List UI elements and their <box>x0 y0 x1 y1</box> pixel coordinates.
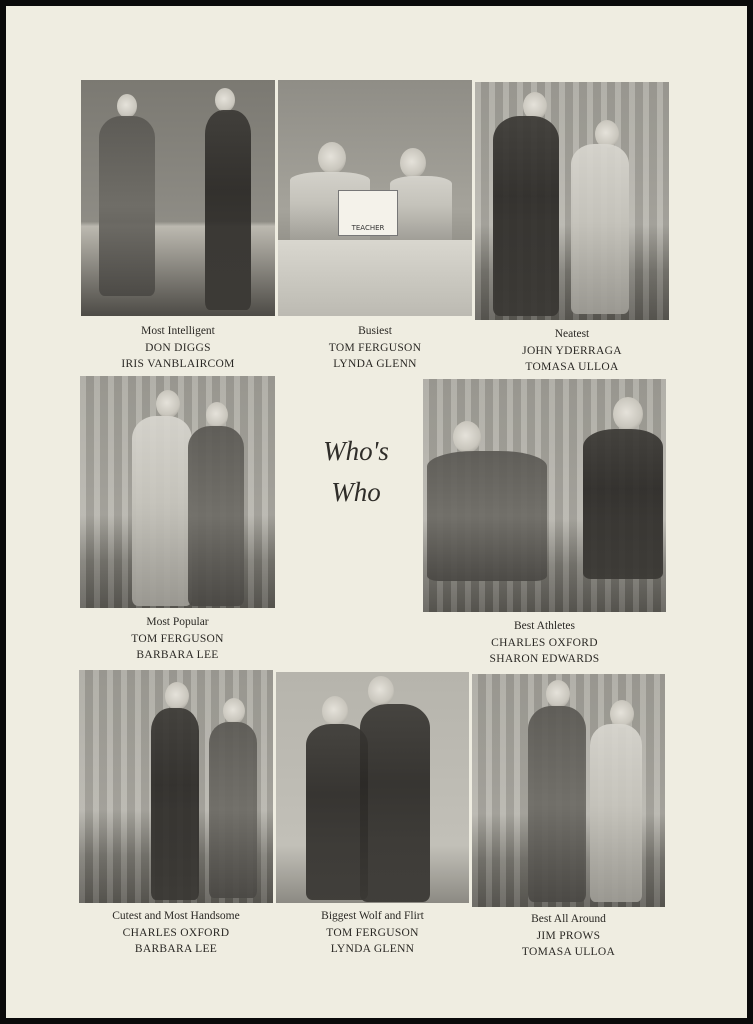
person-figure <box>390 176 452 242</box>
desk <box>278 240 472 316</box>
award-title: Biggest Wolf and Flirt <box>321 910 424 922</box>
person-head <box>453 421 481 453</box>
title-line-2: Who <box>331 477 381 507</box>
award-name: TOMASA ULLOA <box>525 361 619 373</box>
person-head <box>223 698 245 724</box>
person-head <box>368 676 394 706</box>
award-title: Best All Around <box>531 913 606 925</box>
award-name: CHARLES OXFORD <box>122 926 230 939</box>
teacher-sign: TEACHER <box>338 190 398 236</box>
award-name: DON DIGGS <box>145 341 211 354</box>
person-head <box>546 680 570 708</box>
award-name: IRIS VANBLAIRCOM <box>121 358 235 370</box>
caption-best-athletes <box>423 618 666 668</box>
photo-busiest <box>278 80 472 316</box>
person-figure <box>151 708 199 900</box>
photo-neatest <box>475 82 669 320</box>
caption-cutest-most-handsome <box>56 908 296 958</box>
award-name: SHARON EDWARDS <box>489 653 600 665</box>
award-title: Busiest <box>358 325 392 337</box>
award-title: Most Intelligent <box>141 325 215 337</box>
person-figure <box>188 426 244 606</box>
person-figure <box>583 429 663 579</box>
page-title <box>286 431 426 513</box>
award-name: JIM PROWS <box>536 929 601 942</box>
award-name: TOM FERGUSON <box>328 341 422 354</box>
award-name: BARBARA LEE <box>136 649 219 661</box>
photo-best-all-around <box>472 674 665 907</box>
person-figure <box>360 704 430 902</box>
caption-busiest <box>278 323 472 373</box>
award-name: LYNDA GLENN <box>333 358 417 370</box>
caption-biggest-wolf-flirt <box>266 908 479 958</box>
photo-cutest-most-handsome <box>79 670 273 903</box>
award-name: TOM FERGUSON <box>131 632 224 645</box>
caption-neatest <box>475 326 669 376</box>
person-head <box>215 88 235 112</box>
photo-biggest-wolf-flirt <box>276 672 469 903</box>
caption-most-popular <box>80 614 275 664</box>
person-head <box>400 148 426 178</box>
photo-most-intelligent <box>81 80 275 316</box>
award-name: TOM FERGUSON <box>326 926 419 939</box>
person-head <box>206 402 228 428</box>
award-title: Best Athletes <box>513 620 575 632</box>
award-name: JOHN YDERRAGA <box>522 344 622 357</box>
photo-best-athletes <box>423 379 666 612</box>
award-name: CHARLES OXFORD <box>491 636 598 649</box>
person-figure <box>99 116 155 296</box>
person-figure <box>427 451 547 581</box>
person-figure <box>205 110 251 310</box>
award-title: Cutest and Most Handsome <box>112 910 240 922</box>
person-figure <box>528 706 586 902</box>
person-head <box>318 142 346 174</box>
award-name: TOMASA ULLOA <box>521 946 616 958</box>
person-head <box>117 94 137 118</box>
person-figure <box>209 722 257 898</box>
yearbook-page <box>6 6 747 1018</box>
title-line-1: Who's <box>323 436 389 466</box>
award-name: LYNDA GLENN <box>330 943 415 955</box>
award-title: Neatest <box>554 328 590 340</box>
person-head <box>322 696 348 726</box>
award-title: Most Popular <box>146 616 209 628</box>
caption-best-all-around <box>472 911 665 961</box>
person-figure <box>571 144 629 314</box>
person-figure <box>590 724 642 902</box>
person-figure <box>306 724 368 900</box>
person-figure <box>132 416 192 606</box>
photo-most-popular <box>80 376 275 608</box>
person-head <box>165 682 189 710</box>
person-head <box>613 397 643 431</box>
award-name: BARBARA LEE <box>134 943 218 955</box>
person-head <box>156 390 180 418</box>
caption-most-intelligent <box>81 323 275 373</box>
person-figure <box>493 116 559 316</box>
